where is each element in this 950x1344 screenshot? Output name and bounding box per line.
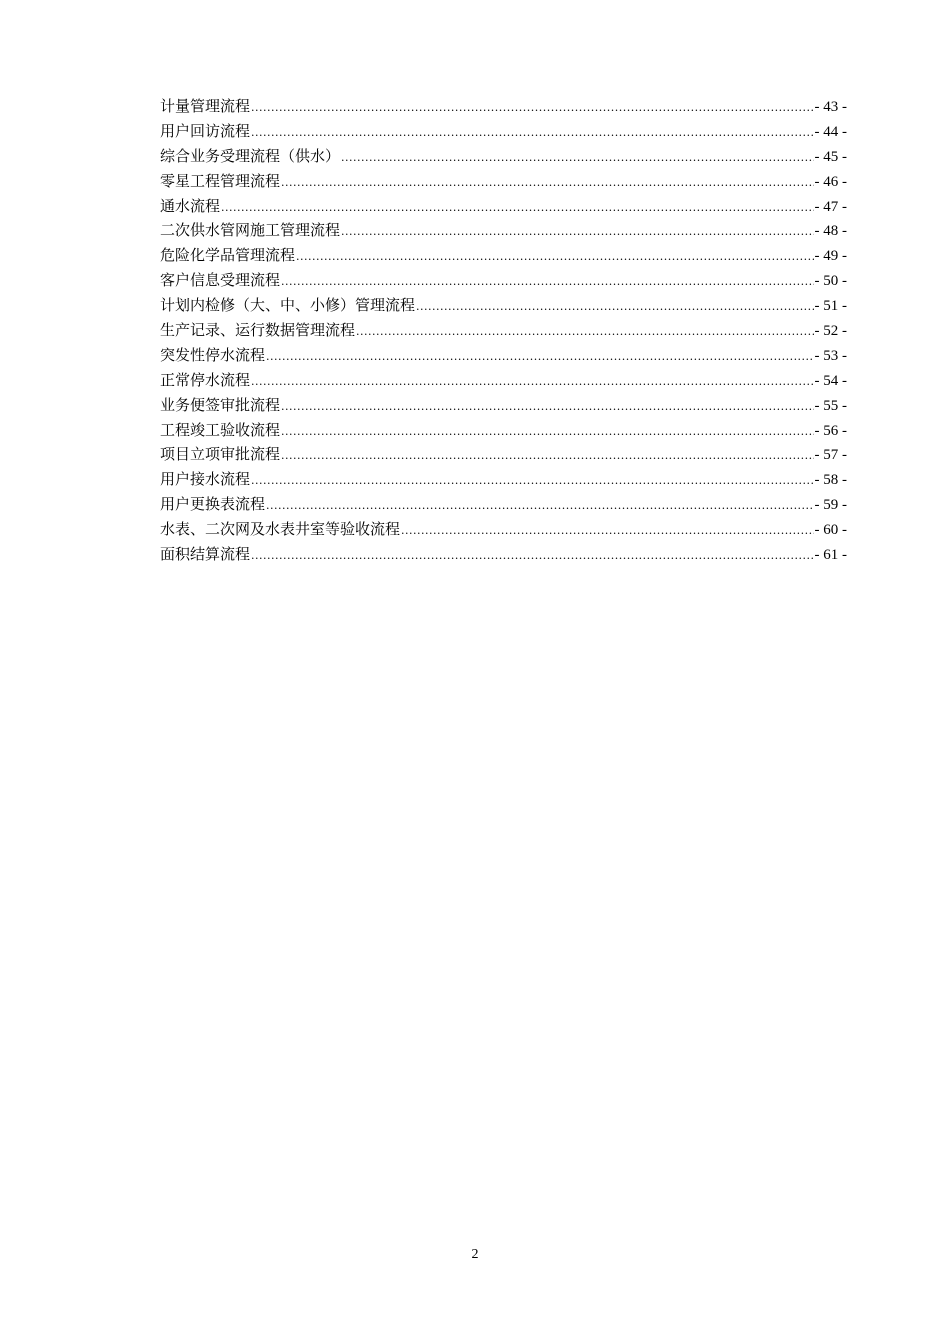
toc-entry[interactable] xyxy=(160,492,847,517)
table-of-contents xyxy=(160,94,847,567)
toc-entry-page: - 53 - xyxy=(814,347,847,364)
toc-entry-page: - 43 - xyxy=(814,99,847,115)
toc-dot-leader xyxy=(281,395,813,420)
toc-dot-leader xyxy=(251,370,813,395)
toc-entry-title: 零星工程管理流程 xyxy=(160,171,281,190)
toc-entry-page: - 46 - xyxy=(814,173,847,190)
toc-entry-title: 用户更换表流程 xyxy=(160,495,266,514)
toc-entry-title: 计量管理流程 xyxy=(160,97,251,115)
toc-entry[interactable] xyxy=(160,542,847,567)
toc-entry[interactable] xyxy=(160,393,847,418)
toc-dot-leader xyxy=(401,519,813,544)
toc-dot-leader xyxy=(281,270,813,295)
toc-entry[interactable] xyxy=(160,343,847,368)
toc-dot-leader xyxy=(281,420,813,445)
toc-entry-page: - 45 - xyxy=(814,148,847,165)
toc-entry-page: - 44 - xyxy=(814,123,847,140)
toc-entry-page: - 61 - xyxy=(814,547,847,564)
toc-dot-leader xyxy=(221,196,813,221)
toc-dot-leader xyxy=(266,345,813,370)
toc-entry-title: 计划内检修（大、中、小修）管理流程 xyxy=(160,296,416,315)
toc-entry[interactable] xyxy=(160,94,847,119)
toc-entry-title: 客户信息受理流程 xyxy=(160,271,281,290)
toc-entry-title: 综合业务受理流程（供水） xyxy=(160,146,341,165)
toc-entry-title: 面积结算流程 xyxy=(160,545,251,564)
toc-entry-page: - 51 - xyxy=(814,298,847,315)
toc-entry-page: - 54 - xyxy=(814,372,847,389)
toc-entry[interactable] xyxy=(160,119,847,144)
toc-dot-leader xyxy=(296,245,813,270)
toc-entry-title: 通水流程 xyxy=(160,196,221,215)
toc-entry-page: - 57 - xyxy=(814,447,847,464)
toc-entry-page: - 52 - xyxy=(814,323,847,340)
toc-entry-page: - 58 - xyxy=(814,472,847,489)
toc-entry[interactable] xyxy=(160,218,847,243)
toc-entry[interactable] xyxy=(160,194,847,219)
toc-dot-leader xyxy=(281,444,813,469)
toc-entry-page: - 48 - xyxy=(814,223,847,240)
toc-entry[interactable] xyxy=(160,467,847,492)
toc-entry-page: - 50 - xyxy=(814,273,847,290)
toc-entry-page: - 59 - xyxy=(814,497,847,514)
toc-entry-title: 用户接水流程 xyxy=(160,470,251,489)
toc-entry[interactable] xyxy=(160,293,847,318)
toc-entry[interactable] xyxy=(160,169,847,194)
toc-dot-leader xyxy=(251,96,813,121)
toc-entry-page: - 47 - xyxy=(814,198,847,215)
toc-dot-leader xyxy=(251,121,813,146)
toc-dot-leader xyxy=(356,320,813,345)
toc-entry[interactable] xyxy=(160,144,847,169)
toc-entry-title: 业务便签审批流程 xyxy=(160,395,281,414)
toc-entry[interactable] xyxy=(160,318,847,343)
toc-dot-leader xyxy=(341,220,813,245)
toc-entry-page: - 55 - xyxy=(814,397,847,414)
toc-entry-page: - 60 - xyxy=(814,522,847,539)
toc-entry-title: 水表、二次网及水表井室等验收流程 xyxy=(160,520,401,539)
toc-entry-title: 突发性停水流程 xyxy=(160,345,266,364)
toc-entry[interactable] xyxy=(160,442,847,467)
page-number: 2 xyxy=(471,1247,479,1262)
toc-entry-title: 二次供水管网施工管理流程 xyxy=(160,221,341,240)
toc-entry-title: 正常停水流程 xyxy=(160,370,251,389)
toc-entry[interactable] xyxy=(160,243,847,268)
toc-entry-page: - 56 - xyxy=(814,422,847,439)
toc-entry-title: 生产记录、运行数据管理流程 xyxy=(160,321,356,340)
toc-dot-leader xyxy=(251,469,813,494)
toc-entry[interactable] xyxy=(160,368,847,393)
toc-entry[interactable] xyxy=(160,517,847,542)
toc-entry-title: 工程竣工验收流程 xyxy=(160,420,281,439)
toc-entry[interactable] xyxy=(160,268,847,293)
toc-dot-leader xyxy=(341,146,813,171)
toc-entry-title: 项目立项审批流程 xyxy=(160,445,281,464)
toc-dot-leader xyxy=(266,494,813,519)
toc-entry-page: - 49 - xyxy=(814,248,847,265)
toc-entry[interactable] xyxy=(160,418,847,443)
toc-dot-leader xyxy=(416,295,813,320)
toc-entry-title: 危险化学品管理流程 xyxy=(160,246,296,265)
toc-entry-title: 用户回访流程 xyxy=(160,121,251,140)
toc-dot-leader xyxy=(251,544,813,569)
toc-dot-leader xyxy=(281,171,813,196)
